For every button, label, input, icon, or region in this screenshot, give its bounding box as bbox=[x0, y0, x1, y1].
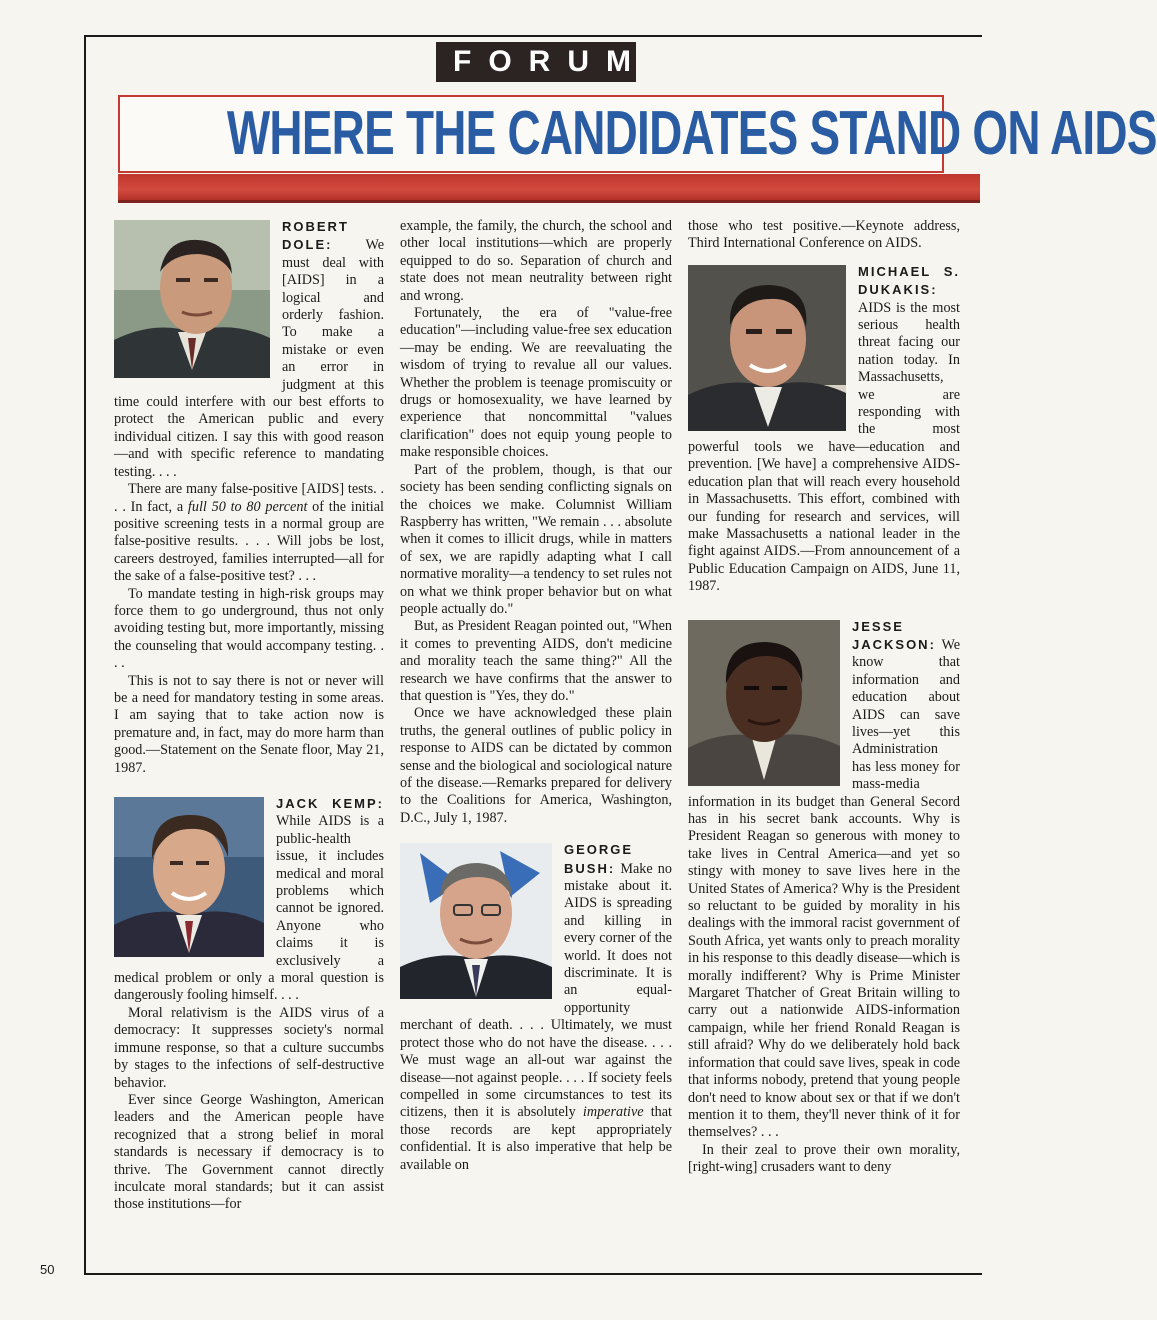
red-banner-rule bbox=[118, 200, 980, 203]
dukakis-name: MICHAEL S. DUKAKIS: bbox=[858, 263, 960, 298]
dole-paragraph-1: We must deal with [AIDS] in a logical and orderly fashion. To make a mistake or even an error in judgment at this time could interfere with our best efforts to protect the American public and every individual citizen. I say this with good reason—and with specific reference to mandating testing. . . . bbox=[114, 237, 384, 480]
bush-section bbox=[400, 841, 672, 1174]
dole-photo bbox=[114, 220, 270, 378]
kemp-name: JACK KEMP: bbox=[276, 796, 384, 811]
frame-left-rule bbox=[84, 35, 86, 1275]
bush-continued: those who test positive.—Keynote address, Third International Conference on AIDS. bbox=[688, 218, 960, 252]
dole-section bbox=[114, 218, 384, 777]
frame-top-rule bbox=[84, 35, 982, 37]
dukakis-section bbox=[688, 263, 960, 596]
dukakis-photo bbox=[688, 265, 846, 431]
jackson-paragraph-1: We know that information and education about AIDS can save lives—yet this Administration has less money for mass-media information in its budget than General Secord has in his secret bank accounts. Why is President Reagan so generous with money to take lives in Central America—and yet so stingy with money to save lives here in the United States of America? Why is the President so reluctant to be guided by morality in his dealings with the immoral racist government of South Africa, yet wants only to preach morality in his response to this deadly disease—which is morally indifferent? Why is Prime Minister Margaret Thatcher of Great Britain willing to carry out a nationwide AIDS-information campaign, while her friend Ronald Reagan is still afraid? Why do we deliberately hold back information that could save lives, speak in code that informs nobody, pretend that young people don't need to know about sex or that if we don't mention it to them, they'll never think of it for themselves? . . . bbox=[688, 636, 960, 1141]
page-title: WHERE THE CANDIDATES STAND ON AIDS bbox=[226, 99, 1157, 168]
column-1 bbox=[114, 218, 384, 1214]
kemp-section bbox=[114, 795, 384, 1214]
bush-emphasis: imperative bbox=[582, 1104, 644, 1121]
kemp-continued-2: Fortunately, the era of "value-free education"—including value-free sex education—may be ending. We are reevaluating the wisdom of trying to revalue all our values. Whether the problem is teenage promiscuity or drugs or homosexuality, we have learned by experience that noncommittal "values clarification" does not equip young people to make responsible choices. bbox=[400, 305, 672, 461]
frame-bottom-rule bbox=[84, 1273, 982, 1275]
headline-box bbox=[118, 95, 1157, 173]
kemp-continued-4: But, as President Reagan pointed out, "When it comes to preventing AIDS, don't medicine and morality teach the same thing?" All the research we have confirms that the answer to that question is "Yes, they do." bbox=[400, 618, 672, 704]
kemp-paragraph-2: Moral relativism is the AIDS virus of a democracy: It suppresses society's normal immune response, so that a culture succumbs by stages to the infections of self-destructive behavior. bbox=[114, 1004, 384, 1091]
red-banner bbox=[118, 174, 980, 200]
dole-emphasis: full 50 to 80 percent bbox=[187, 498, 308, 515]
column-3 bbox=[688, 218, 960, 1177]
kemp-photo bbox=[114, 797, 264, 957]
dole-paragraph-4: This is not to say there is not or never will be a need for mandatory testing in some areas. I am saying that to take action now is premature and, in fact, may do more harm than good.—Statement on the Senate floor, May 21, 1987. bbox=[114, 672, 384, 776]
bush-paragraph-1: GEORGE BUSH: Make no mistake about it. AIDS is spreading and killing in every corner of the world. It does not discriminate. It is an equal-opportunity merchant of death. . . . Ultimately, we must protect those who do not have the disease. . . . We must wage an all-out war against the disease—not against people. . . . If society feels compelled in some circumstances to test its citizens, then it is absolutely imperative that those records are kept appropriately confidential. It is also imperative that help be available on bbox=[400, 842, 673, 1173]
bush-photo bbox=[400, 843, 552, 999]
dole-name: ROBERT DOLE: bbox=[282, 219, 349, 253]
jackson-paragraph-2: In their zeal to prove their own morality, [right-wing] crusaders want to deny bbox=[688, 1141, 960, 1176]
jackson-section bbox=[688, 618, 960, 1177]
bush-name: GEORGE BUSH: bbox=[564, 842, 634, 876]
column-2 bbox=[400, 218, 672, 1174]
kemp-continued-1: example, the family, the church, the school and other local institutions—which are properly equipped to do so. Separation of church and state does not mean neutrality between right and wrong. bbox=[400, 218, 672, 304]
kemp-paragraph-1: While AIDS is a public-health issue, it includes medical and moral problems which cannot be ignored. Anyone who claims it is exclusively a medical problem or only a moral question is dangerously fooling himself. . . . bbox=[114, 813, 384, 1004]
jackson-photo bbox=[688, 620, 840, 786]
dole-paragraph-2: There are many false-positive [AIDS] tests. . . . In fact, a full 50 to 80 percent of the initial positive screening tests in a normal group are false-positive results. . . . Will jobs be lost, careers destroyed, families interrupted—all for the sake of a false-positive test? . . . bbox=[114, 481, 384, 585]
kemp-continued-3: Part of the problem, though, is that our society has been sending conflicting signals on the choices we make. Columnist William Raspberry has written, "We remain . . . absolute when it comes to illicit drugs, while in matters of sex, we are rapidly adapting what I call normative morality—a tendency to set rules not on what we think proper behavior but on what people actually do." bbox=[400, 461, 672, 617]
dukakis-paragraph-1: AIDS is the most serious health threat facing our nation today. In Massachusetts, we are responding with the most powerful tools we have—education and prevention. [We have] a comprehensive AIDS-education plan that will reach every household in Massachusetts. This effort, combined with our funding for research and services, will make Massachusetts a national leader in the fight against AIDS.—From announcement of a Public Education Campaign on AIDS, June 11, 1987. bbox=[688, 299, 960, 595]
section-tag: FORUM bbox=[436, 42, 636, 82]
jackson-name: JESSE JACKSON: bbox=[852, 618, 936, 652]
dole-paragraph-3: To mandate testing in high-risk groups may force them to go underground, thus not only avoiding testing but, more importantly, missing the counseling that would accompany testing. . . . bbox=[114, 585, 384, 672]
kemp-continued-5: Once we have acknowledged these plain truths, the general outlines of public policy in response to AIDS can be dictated by common sense and the biological and sociological nature of the disease.—Remarks prepared for delivery to the Coalitions for America, Washington, D.C., July 1, 1987. bbox=[400, 705, 672, 826]
kemp-paragraph-3: Ever since George Washington, American leaders and the American people have recognized that a strong belief in moral standards is necessary if democracy is to thrive. The Government cannot directly inculcate moral standards; but it can assist those institutions—for bbox=[114, 1091, 384, 1213]
page-number: 50 bbox=[40, 1262, 55, 1277]
